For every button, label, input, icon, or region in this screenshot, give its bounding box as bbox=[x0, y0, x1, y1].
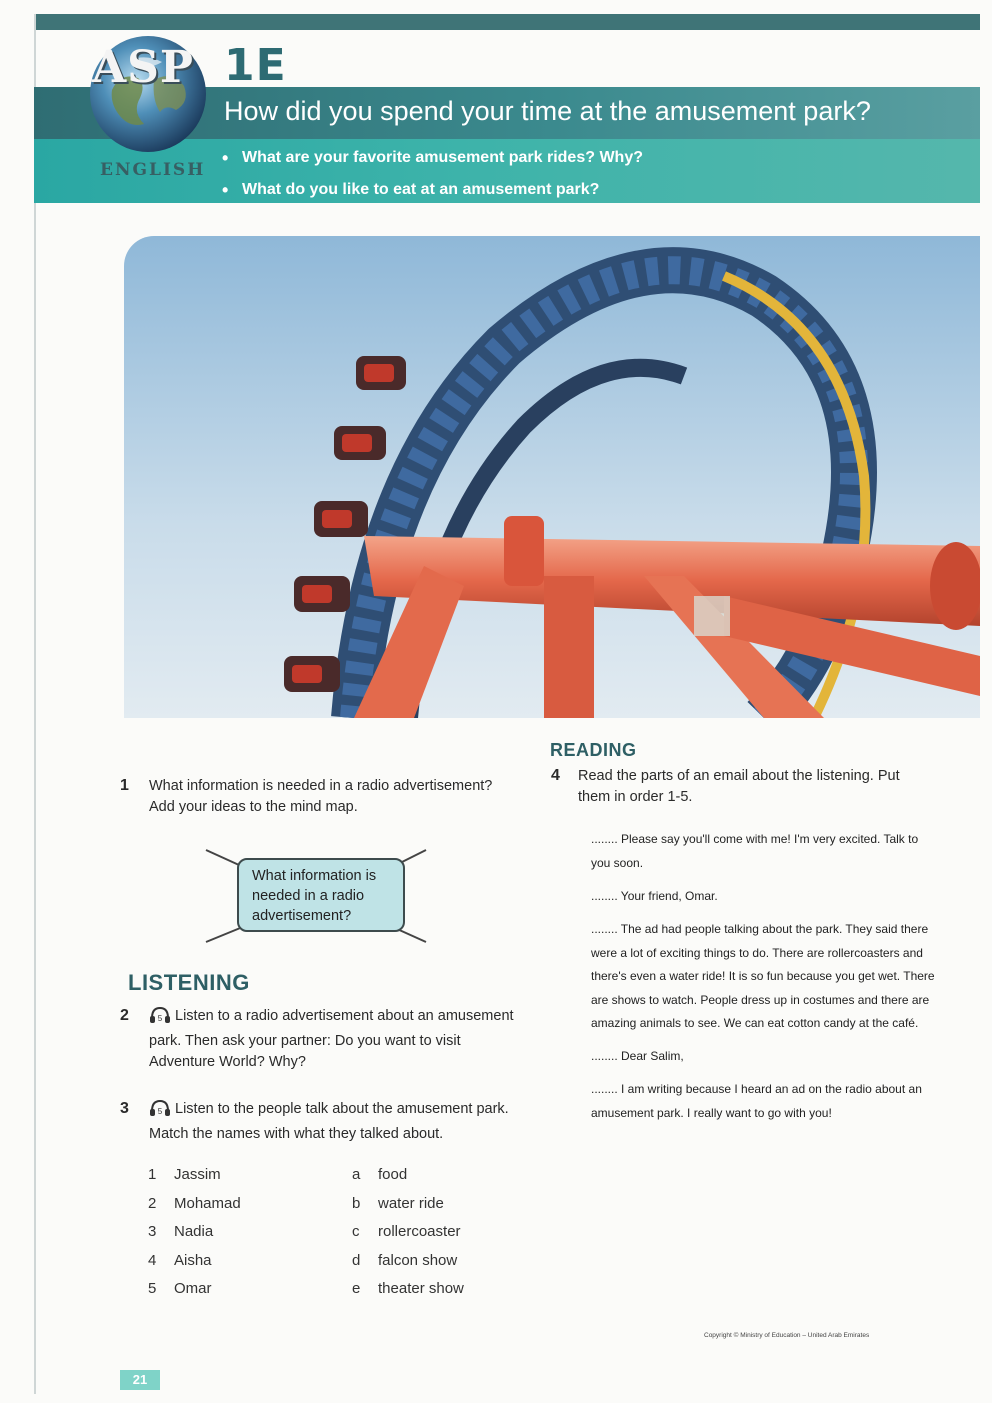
warmup-questions bbox=[220, 142, 643, 206]
copyright-notice: Copyright © Ministry of Education – United Arab Emirates bbox=[704, 1332, 870, 1339]
exercise-3-text: Listen to the people talk about the amusement park. Match the names with what they talked about. bbox=[149, 1101, 509, 1142]
exercise-1-instructions: What information is needed in a radio advertisement? Add your ideas to the mind map. bbox=[149, 778, 493, 815]
globe-logo bbox=[80, 20, 216, 156]
list-item: 5 Omar bbox=[148, 1280, 212, 1297]
email-part: ........ Your friend, Omar. bbox=[591, 889, 718, 903]
warmup-question: • What are your favorite amusement park rides? Why? bbox=[220, 142, 643, 174]
list-item: c rollercoaster bbox=[352, 1223, 461, 1240]
list-item: d falcon show bbox=[352, 1251, 458, 1269]
exercise-3-number: 3 bbox=[120, 1100, 129, 1117]
exercise-3-instructions bbox=[149, 1099, 509, 1145]
email-part: ........ I am writing because I heard an ad on the radio about an amusement park. I really want to go with you! bbox=[591, 1082, 922, 1120]
list-item: b water ride bbox=[352, 1194, 444, 1212]
exercise-2-number: 2 bbox=[120, 1007, 129, 1024]
email-part: ........ Please say you'll come with me! I'm very excited. Talk to you soon. bbox=[591, 832, 919, 870]
headphones-icon[interactable] bbox=[149, 1099, 171, 1124]
email-part: ........ The ad had people talking about the park. They said there were a lot of exciting things to do. There are rollercoasters and there's even a water ride! It is so fun because you get wet. There are shows to watch. People dress up in costumes and there are amazing animals to see. We can eat cotton candy at the café. bbox=[591, 922, 935, 1030]
list-item: 1 Jassim bbox=[148, 1166, 221, 1183]
logo-caption: ENGLISH bbox=[100, 160, 206, 180]
listening-heading: LISTENING bbox=[128, 970, 250, 995]
list-item: a food bbox=[352, 1166, 408, 1183]
list-item: 4 Aisha bbox=[148, 1251, 212, 1269]
exercise-1-number: 1 bbox=[120, 777, 129, 794]
track-number: 5 bbox=[157, 1014, 163, 1023]
mind-map-center: What information is needed in a radio advertisement? bbox=[237, 858, 405, 932]
list-item: e theater show bbox=[352, 1280, 464, 1297]
topics-list bbox=[352, 1166, 464, 1309]
exercise-4-number: 4 bbox=[551, 767, 560, 784]
exercise-2-instructions bbox=[149, 1006, 514, 1073]
page-edge-line bbox=[34, 14, 36, 1394]
track-number: 5 bbox=[157, 1107, 163, 1116]
headphones-icon[interactable] bbox=[149, 1006, 171, 1031]
warmup-question: • What do you like to eat at an amusement park? bbox=[220, 174, 643, 206]
list-item: 2 Mohamad bbox=[148, 1194, 241, 1212]
lesson-code: 1E bbox=[224, 40, 287, 91]
page-title: How did you spend your time at the amusement park? bbox=[224, 96, 871, 126]
exercise-2-text: Listen to a radio advertisement about an amusement park. Then ask your partner: Do you want to visit Adventure World? Why? bbox=[149, 1008, 514, 1070]
email-part: ........ Dear Salim, bbox=[591, 1049, 684, 1063]
list-item: 3 Nadia bbox=[148, 1223, 214, 1240]
exercise-4-instructions: Read the parts of an email about the listening. Put them in order 1-5. bbox=[578, 768, 900, 805]
names-list bbox=[148, 1166, 241, 1309]
logo-text: ASP bbox=[92, 42, 194, 93]
reading-heading: READING bbox=[550, 740, 637, 760]
rollercoaster-photo bbox=[124, 236, 980, 718]
page-number: 21 bbox=[120, 1370, 160, 1390]
